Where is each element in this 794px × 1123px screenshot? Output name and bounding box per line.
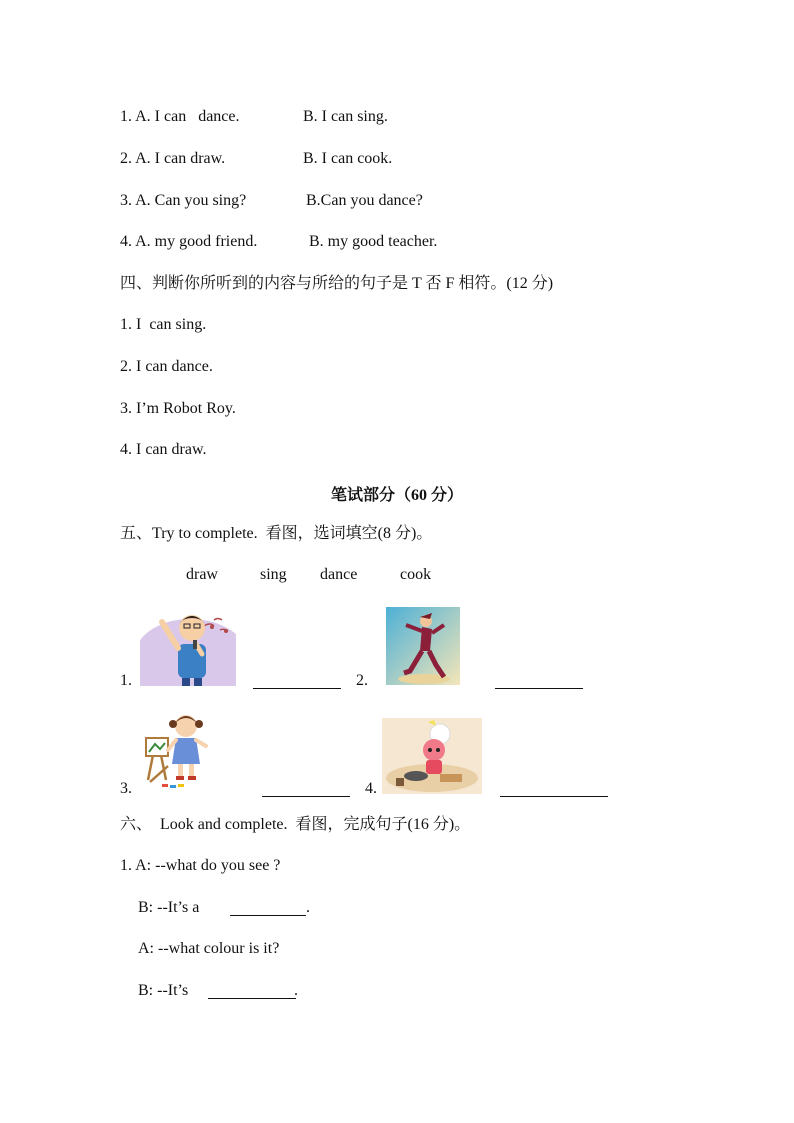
dialogue-line-1: 1. A: --what do you see ? [120,857,281,874]
word-option-draw: draw [186,566,218,583]
period: . [306,899,310,916]
word-option-sing: sing [260,566,287,583]
word-option-dance: dance [320,566,358,583]
option-a: 2. A. I can draw. [120,150,226,167]
item-number: 1. [120,672,132,689]
singing-boy-picture [140,604,236,686]
drawing-girl-picture [140,710,220,790]
answer-blank[interactable] [253,688,341,689]
answer-blank[interactable] [500,796,608,797]
item-number: 2. [356,672,368,689]
option-b: B. I can cook. [303,150,393,167]
option-a: 4. A. my good friend. [120,233,258,250]
answer-blank[interactable] [208,998,296,999]
answer-blank[interactable] [262,796,350,797]
section4-item-4: 4. I can draw. [120,441,207,458]
option-b: B. my good teacher. [309,233,438,250]
option-a: 3. A. Can you sing? [120,192,247,209]
answer-blank[interactable] [230,915,306,916]
dancer-picture [386,607,460,685]
answer-blank[interactable] [495,688,583,689]
section4-item-3: 3. I’m Robot Roy. [120,400,236,417]
section5-heading: 五、Try to complete. 看图，选词填空(8 分)。 [120,525,433,542]
item-number: 4. [365,780,377,797]
period: . [294,982,298,999]
word-option-cook: cook [400,566,432,583]
dialogue-text: B: --It’s [138,982,189,999]
dialogue-text: B: --It’s a [138,899,200,916]
option-b: B. I can sing. [303,108,388,125]
option-b: B.Can you dance? [306,192,423,209]
cooking-picture [382,718,482,794]
section6-heading: 六、 Look and complete. 看图，完成句子(16 分)。 [120,816,471,833]
option-a: 1. A. I can dance. [120,108,240,125]
item-number: 3. [120,780,132,797]
section4-item-1: 1. I can sing. [120,316,207,333]
section4-heading: 四、判断你所听到的内容与所给的句子是 T 否 F 相符。(12 分) [120,275,554,292]
section4-item-2: 2. I can dance. [120,358,213,375]
dialogue-line-3: A: --what colour is it? [138,940,280,957]
written-part-title: 笔试部分（60 分） [330,487,463,504]
